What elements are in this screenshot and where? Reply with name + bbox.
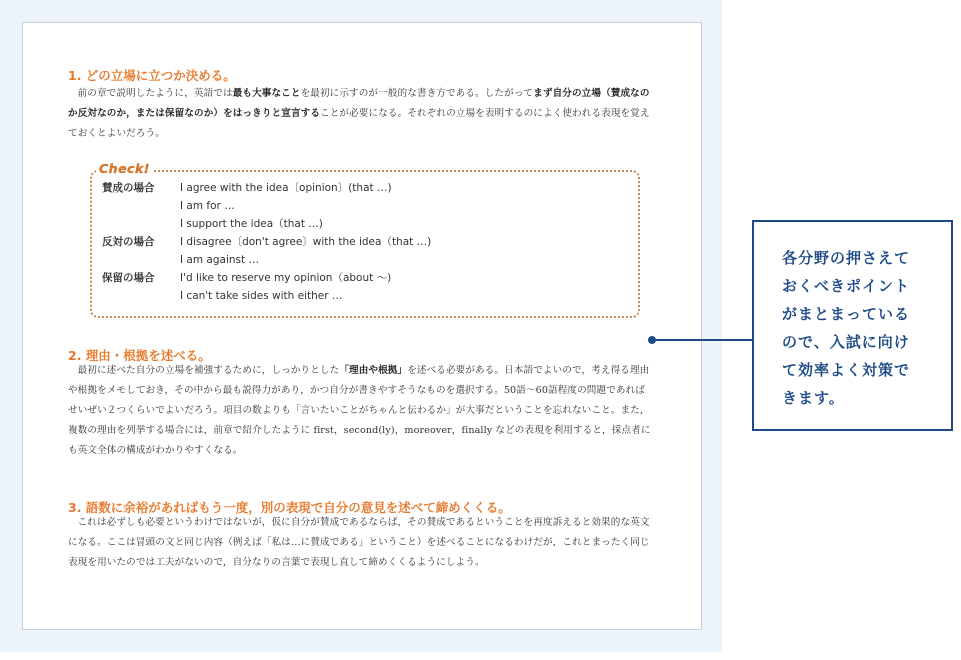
section-3-heading: 3. 語数に余裕があればもう一度，別の表現で自分の意見を述べて締めくくる。 xyxy=(68,500,511,515)
check-row-example: I can't take sides with either … xyxy=(180,290,343,302)
check-row-example: I am against … xyxy=(180,254,259,266)
check-row-example: I am for … xyxy=(180,200,235,212)
callout-line: おくべきポイント xyxy=(782,277,911,295)
callout-line: がまとまっている xyxy=(782,305,911,323)
callout-connector-dot xyxy=(648,336,656,344)
section-2-heading: 2. 理由・根拠を述べる。 xyxy=(68,348,211,363)
section-1-heading: 1. どの立場に立つか決める。 xyxy=(68,68,236,83)
check-row-example: I'd like to reserve my opinion（about ～) xyxy=(180,272,392,284)
section-2-paragraph: 最初に述べた自分の立場を補強するために，しっかりとした「理由や根拠」を述べる必要がある。日本語でよいので，考え得る理由や根拠をメモしておき，その中から最も説得力があり，かつ自分が書きやすそうなものを選択する。50語～60語程度の問題であればせいぜい２つくらいでよいだろう。項目の数よりも「言いたいことがちゃんと伝わるか」が大事だということを忘れないこと。また，複数の理由を列挙する場合には，前章で紹介したように first，second(ly)，moreover，finally などの表現を利用すると，採点者にも英文全体の構成がわかりやすくなる。 xyxy=(68,365,651,456)
callout-line: て効率よく対策で xyxy=(782,361,911,379)
check-row-example: I support the idea（that …) xyxy=(180,218,323,230)
check-row-category: 賛成の場合 xyxy=(102,182,155,194)
check-row-category: 反対の場合 xyxy=(102,236,155,248)
check-row-category: 保留の場合 xyxy=(102,272,155,284)
callout-line: ので、入試に向け xyxy=(782,333,910,351)
callout-box xyxy=(752,220,953,431)
check-row-example: I disagree〔don't agree〕with the idea（that …) xyxy=(180,236,432,248)
callout-connector-line xyxy=(652,339,752,341)
check-row-example: I agree with the idea〔opinion〕(that …) xyxy=(180,182,392,194)
callout-line: きます。 xyxy=(782,389,845,407)
check-tag: Check! xyxy=(96,161,153,176)
section-3-paragraph: これは必ずしも必要というわけではないが，仮に自分が賛成であるならば，その賛成であるということを再度訴えると効果的な英文になる。ここは冒頭の文と同じ内容（例えば「私は…に賛成である」ということ）を述べることになるわけだが，これとまったく同じ表現を用いたのでは工夫がないので，自分なりの言葉で表現し直して締めくくるようにしよう。 xyxy=(68,517,650,568)
callout-line: 各分野の押さえて xyxy=(782,249,911,267)
section-1-paragraph: 前の章で説明したように，英語では最も大事なことを最初に示すのが一般的な書き方である。したがってまず自分の立場（賛成なのか反対なのか，または保留なのか）をはっきりと宣言することが必要になる。それぞれの立場を表明するのによく使われる表現を覚えておくとよいだろう。 xyxy=(68,88,650,139)
